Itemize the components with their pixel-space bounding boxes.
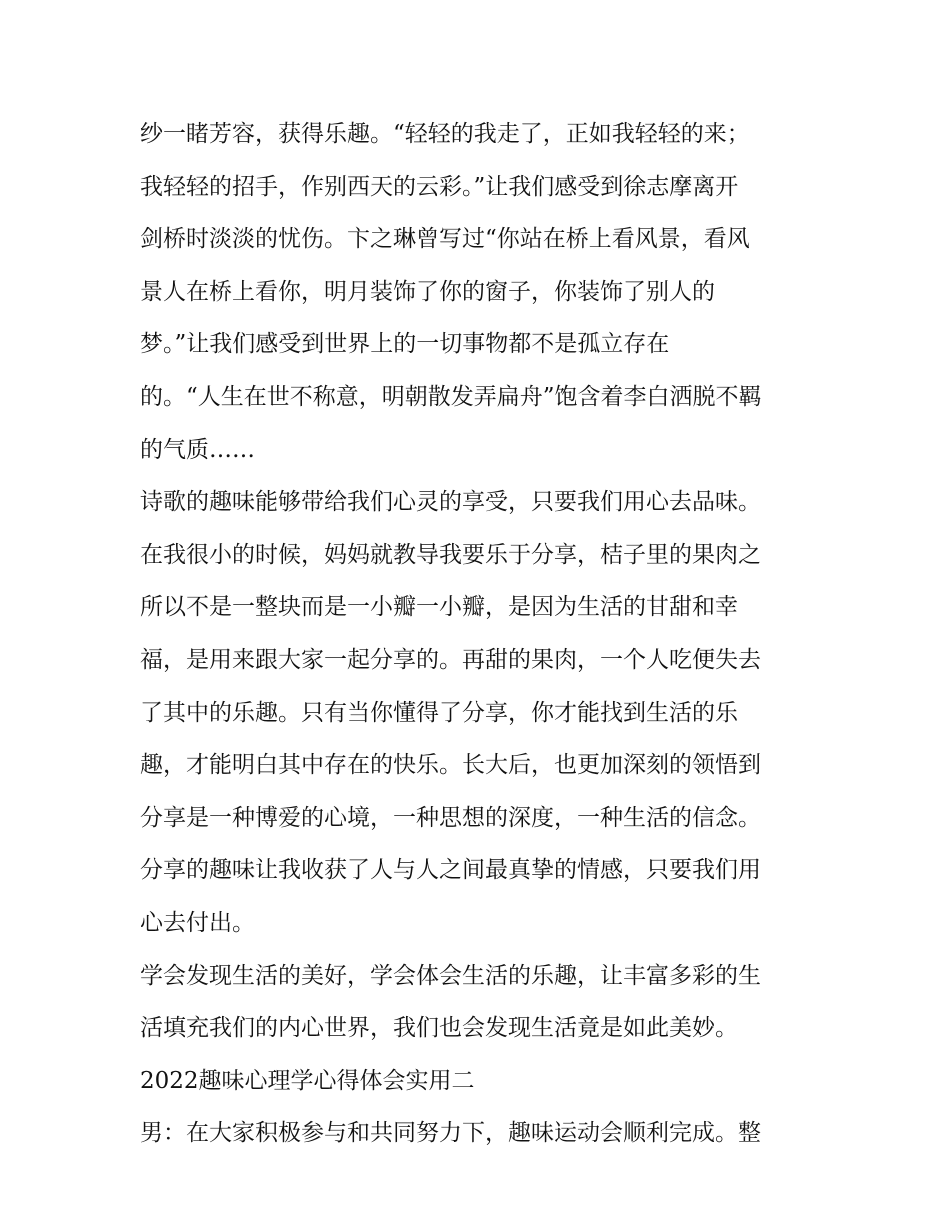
text-line: 剑桥时淡淡的忧伤。卞之琳曾写过“你站在桥上看风景，看风 — [140, 226, 750, 253]
text-line: 活填充我们的内心世界，我们也会发现生活竟是如此美妙。 — [140, 1015, 738, 1042]
text-line: 梦。”让我们感受到世界上的一切事物都不是孤立存在 — [140, 331, 670, 358]
text-line: 心去付出。 — [140, 909, 255, 936]
text-line: 学会发现生活的美好，学会体会生活的乐趣，让丰富多彩的生 — [140, 962, 761, 989]
section-heading: 2022趣味心理学心得体会实用二 — [140, 1067, 475, 1094]
text-line: 我轻轻的招手，作别西天的云彩。”让我们感受到徐志摩离开 — [140, 173, 739, 200]
text-line: 所以不是一整块而是一小瓣一小瓣，是因为生活的甘甜和幸 — [140, 594, 738, 621]
text-line: 的。“人生在世不称意，明朝散发弄扁舟”饱含着李白洒脱不羁 — [140, 383, 762, 410]
text-line: 福，是用来跟大家一起分享的。再甜的果肉，一个人吃便失去 — [140, 646, 761, 673]
text-line: 男：在大家积极参与和共同努力下，趣味运动会顺利完成。整 — [140, 1120, 761, 1147]
text-line: 趣，才能明白其中存在的快乐。长大后，也更加深刻的领悟到 — [140, 752, 761, 779]
text-line: 纱一睹芳容，获得乐趣。“轻轻的我走了，正如我轻轻的来； — [140, 121, 750, 147]
document-body — [140, 108, 820, 1160]
text-line: 了其中的乐趣。只有当你懂得了分享，你才能找到生活的乐 — [140, 699, 738, 726]
text-line: 分享的趣味让我收获了人与人之间最真挚的情感，只要我们用 — [140, 857, 761, 884]
text-line: 在我很小的时候，妈妈就教导我要乐于分享，桔子里的果肉之 — [140, 541, 761, 568]
text-line: 分享是一种博爱的心境，一种思想的深度，一种生活的信念。 — [140, 804, 761, 831]
text-line: 诗歌的趣味能够带给我们心灵的享受，只要我们用心去品味。 — [140, 489, 761, 516]
text-line: 的气质…… — [140, 436, 255, 463]
text-line: 景人在桥上看你，明月装饰了你的窗子，你装饰了别人的 — [140, 278, 715, 305]
